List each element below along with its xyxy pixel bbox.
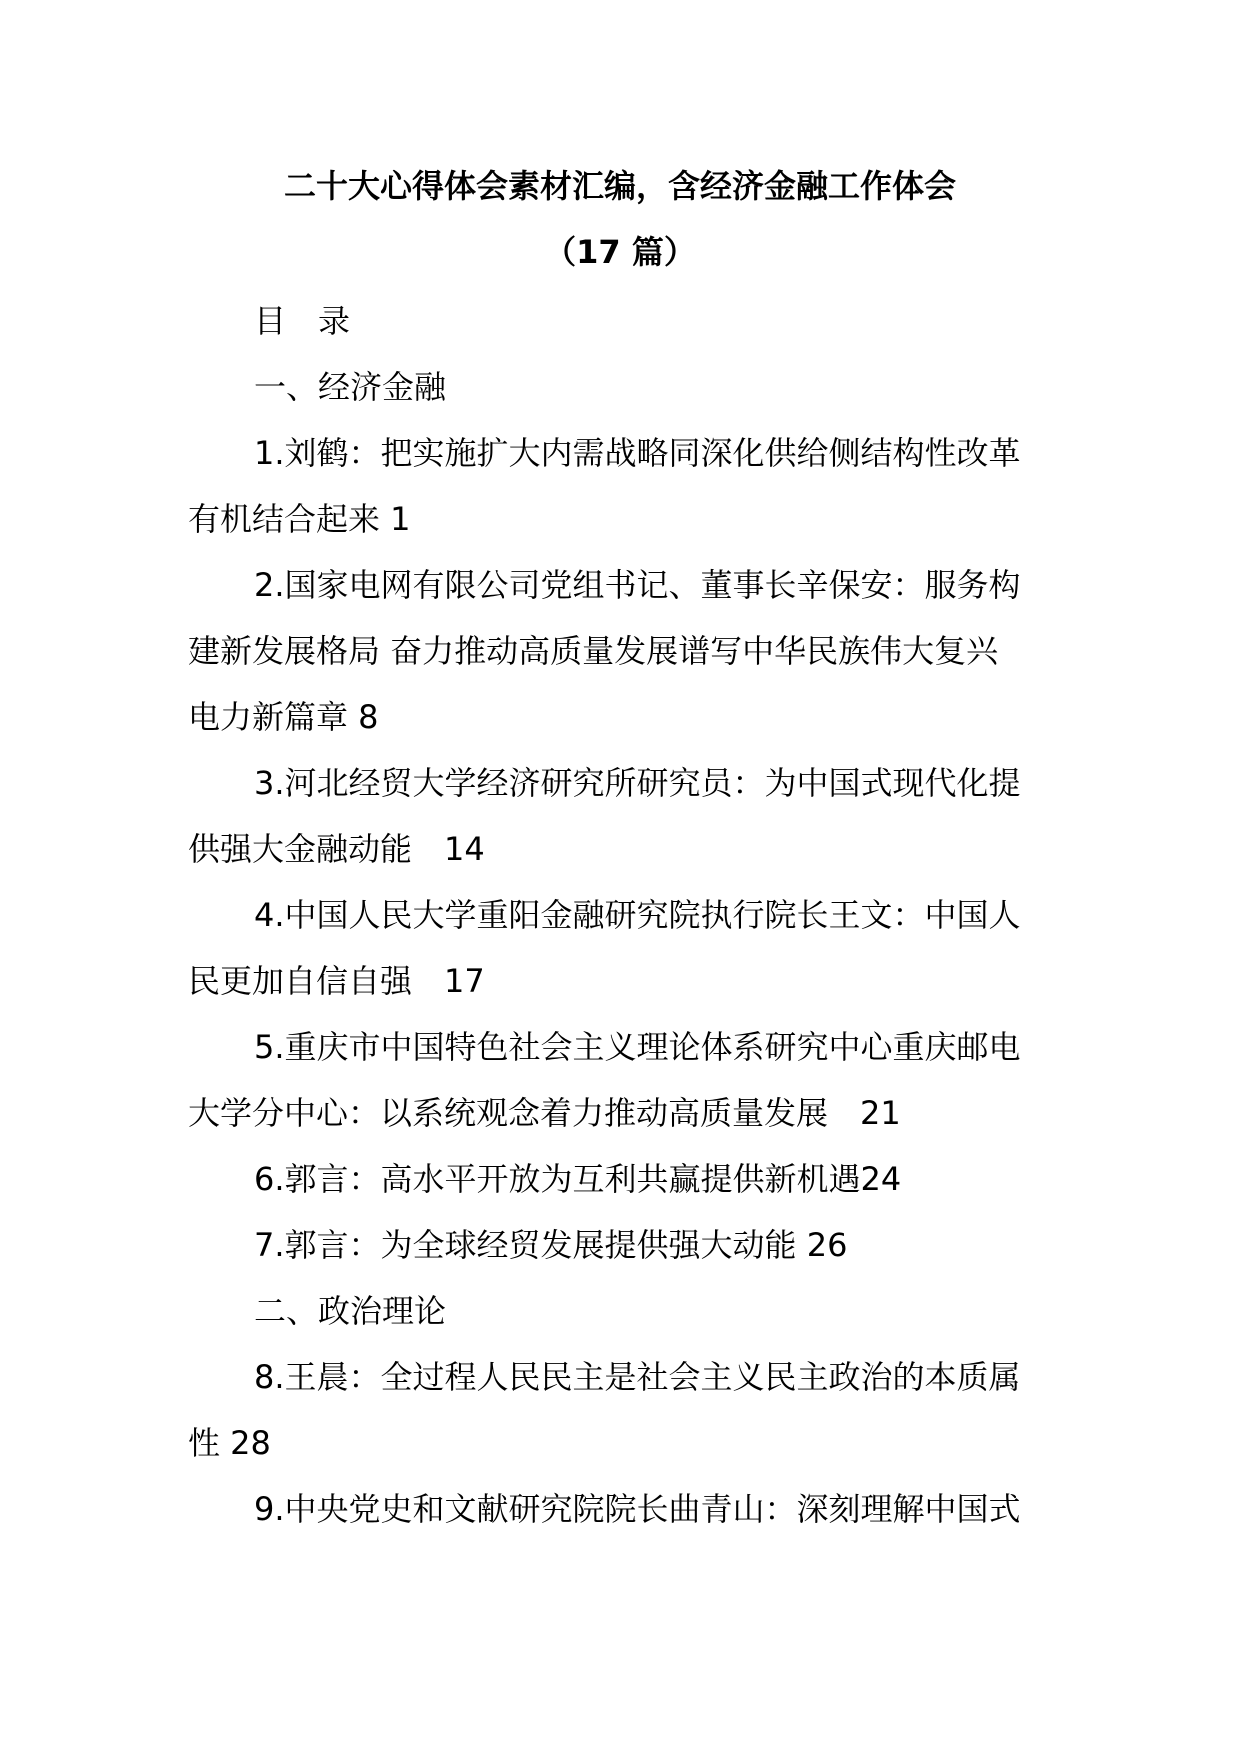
toc-entry: 7.郭言：为全球经贸发展提供强大动能 26 [254,1226,848,1264]
toc-entry: 9.中央党史和文献研究院院长曲青山：深刻理解中国式 [254,1490,1021,1528]
toc-entry: 3.河北经贸大学经济研究所研究员：为中国式现代化提 [254,764,1021,802]
toc-entry-continuation: 供强大金融动能 14 [188,830,485,868]
toc-entry: 2.国家电网有限公司党组书记、董事长辛保安：服务构 [254,566,1021,604]
toc-entry: 6.郭言：高水平开放为互利共赢提供新机遇24 [254,1160,902,1198]
toc-entry-continuation: 有机结合起来 1 [188,500,411,538]
toc-entry: 8.王晨：全过程人民民主是社会主义民主政治的本质属 [254,1358,1021,1396]
toc-heading: 目 录 [254,302,351,340]
toc-entry-continuation: 性 28 [188,1424,271,1462]
toc-entry: 4.中国人民大学重阳金融研究院执行院长王文：中国人 [254,896,1021,934]
document-title: 二十大心得体会素材汇编，含经济金融工作体会 [283,167,956,205]
toc-section-heading: 一、经济金融 [254,368,447,406]
toc-entry-continuation: 建新发展格局 奋力推动高质量发展谱写中华民族伟大复兴 [188,632,999,670]
table-of-contents [188,288,1054,1542]
toc-entry-continuation: 民更加自信自强 17 [188,962,485,1000]
toc-entry-continuation: 大学分中心：以系统观念着力推动高质量发展 21 [188,1094,901,1132]
toc-section-heading: 二、政治理论 [254,1292,447,1330]
toc-entry: 5.重庆市中国特色社会主义理论体系研究中心重庆邮电 [254,1028,1021,1066]
document-subtitle: （17 篇） [544,233,696,271]
toc-entry-continuation: 电力新篇章 8 [188,698,379,736]
toc-entry: 1.刘鹤：把实施扩大内需战略同深化供给侧结构性改革 [254,434,1021,472]
